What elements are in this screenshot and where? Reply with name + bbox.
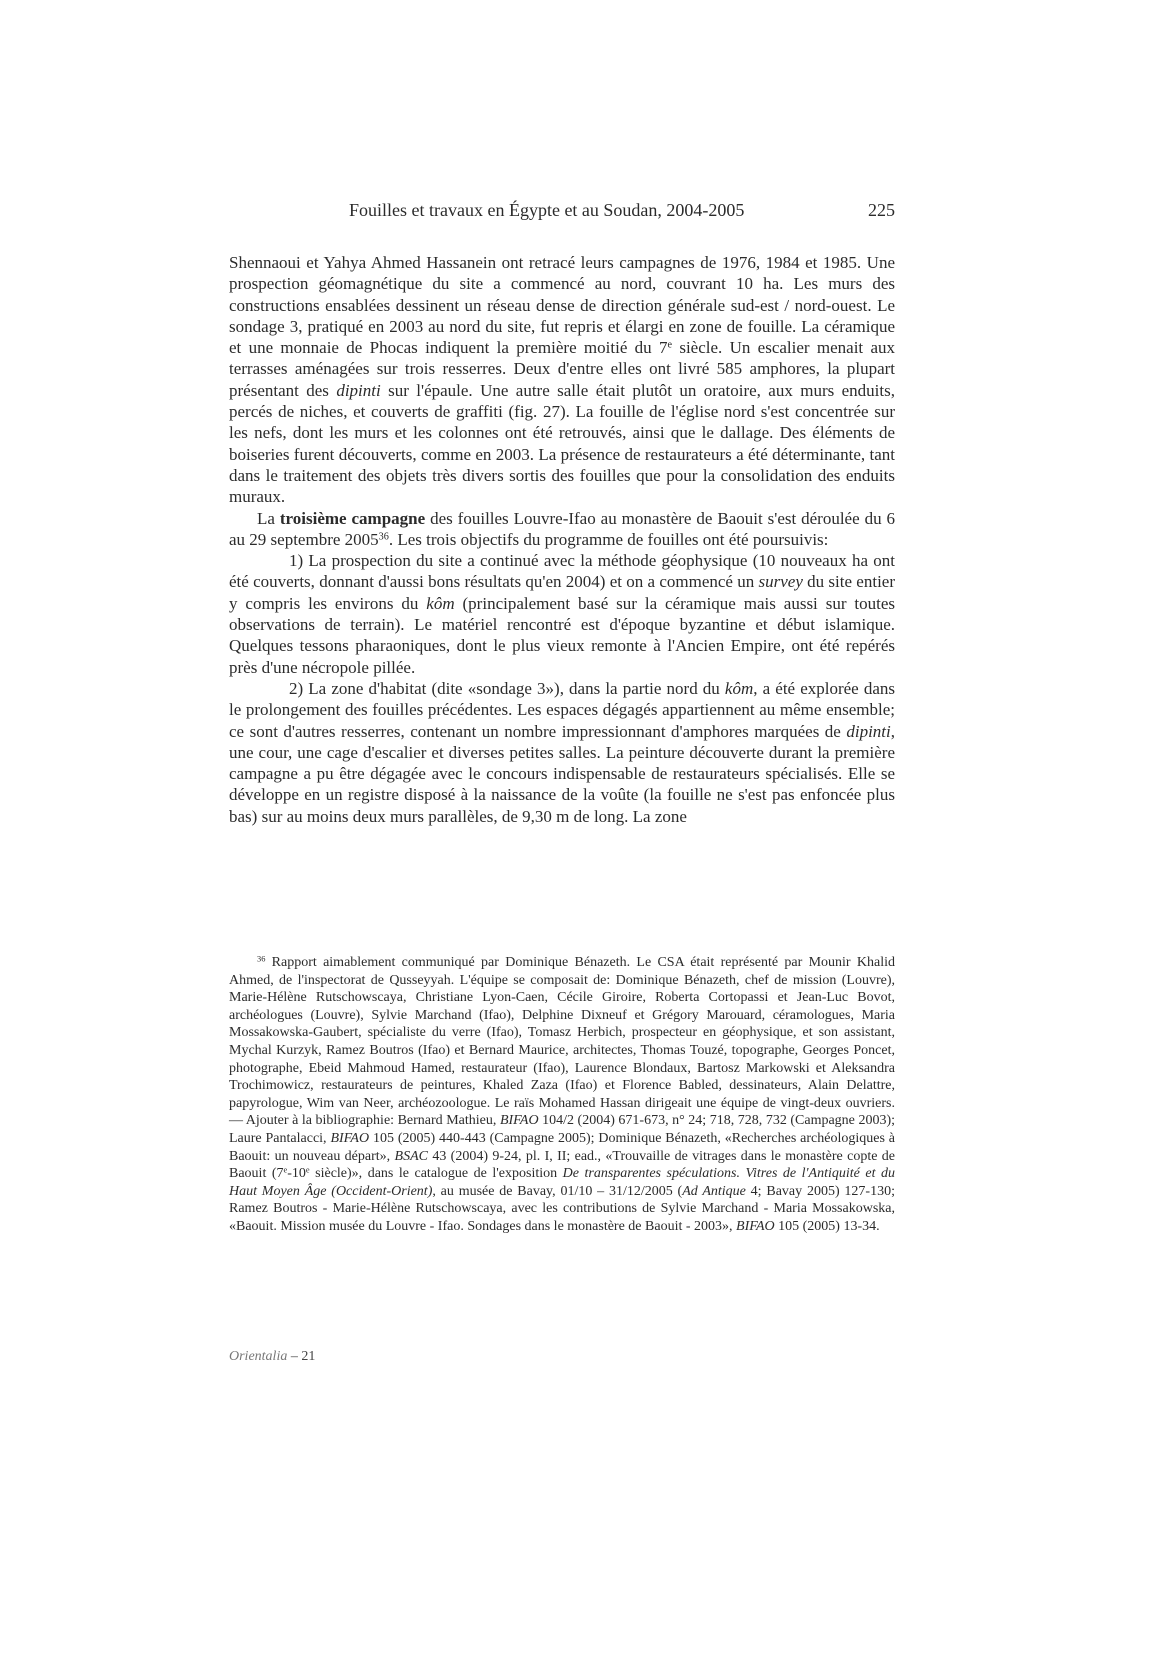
paragraph: La troisième campagne des fouilles Louvre-Ifao au monastère de Baouit s'est déroulée du 6 au 29 septembre 2005$^{36}$. Les trois objectifs du programme de fouilles ont été poursuivis:: [229, 508, 896, 549]
sheet-number: – 21: [287, 1349, 316, 1364]
bold-term: troisième campagne: [279, 508, 426, 528]
signature-mark: [229, 1349, 315, 1365]
main-text: [229, 252, 895, 827]
paragraph: Shennaoui et Yahya Ahmed Hassanein ont retracé leurs campagnes de 1976, 1984 et 1985. Une prospection géomagnétique du site a commencé au nord, couvrant 10 ha. Les murs des constructions ensablées dessinent un réseau dense de direction générale sud-est / nord-ouest. Le sondage 3, pratiqué en 2003 au nord du site, fut repris et élargi en zone de fouille. La céramique et une monnaie de Phocas indiquent la première moitié du 7e siècle. Un escalier menait aux terrasses aménagées sur trois resserres. Deux d'entre elles ont livré 585 amphores, la plupart présentant des dipinti sur l'épaule. Une autre salle était plutôt un oratoire, aux murs enduits, percés de niches, et couverts de graffiti (fig. 27). La fouille de l'église nord s'est concentrée sur les nefs, dont les murs et les colonnes ont été retrouvés, ainsi que le dallage. Des éléments de boiseries furent découverts, comme en 2003. La présence de restaurateurs a été déterminante, tant dans le traitement des objets très divers sortis des fouilles que pour la consolidation des enduits muraux.: [229, 253, 895, 507]
footnote-ref: 36: [378, 531, 389, 543]
footnote: $^{36}$ Rapport aimablement communiqué par Dominique Bénazeth. Le CSA était représenté par Mounir Khalid Ahmed, de l'inspectorat de Qusseyyah. L'équipe se composait de: Dominique Bénazeth, chef de mission (Louvre), Marie-Hélène Rutschowscaya, Christiane Lyon-Caen, Cécile Giroire, Roberta Cortopassi et Jean-Luc Bovot, archéologues (Louvre), Sylvie Marchand (Ifao), Delphine Dixneuf et Grégory Marouard, céramologues, Maria Mossakowska-Gaubert, spécialiste du verre (Ifao), Tomasz Herbich, prospecteur en géophysique, et son assistant, Mychal Kurzyk, Ramez Boutros (Ifao) et Bernard Maurice, architectes, Thomas Touzé, topographe, Georges Poncet, photographe, Ebeid Mahmoud Hamed, restaurateur (Ifao), Laurence Blondaux, Bartosz Markowski et Aleksandra Trochimowicz, restaurateurs de peintures, Khaled Zaza (Ifao) et Florence Babled, dessinateurs, Alain Delattre, papyrologue, Wim van Neer, archéozoologue. Le raïs Mohamed Hassan dirigeait une équipe de vingt-deux ouvriers. — Ajouter à la bibliographie: Bernard Mathieu, BIFAO 104/2 (2004) 671-673, n° 24; 718, 728, 732 (Campagne 2003); Laure Pantalacci, BIFAO 105 (2005) 440-443 (Campagne 2005); Dominique Bénazeth, «Recherches archéologiques à Baouit: un nouveau départ», BSAC 43 (2004) 9-24, pl. I, II; ead., «Trouvaille de vitrages dans le monastère copte de Baouit (7e-10e siècle)», dans le catalogue de l'exposition De transparentes spéculations. Vitres de l'Antiquité et du Haut Moyen Âge (Occident-Orient), au musée de Bavay, 01/10 – 31/12/2005 (Ad Antique 4; Bavay 2005) 127-130; Ramez Boutros - Marie-Hélène Rutschowscaya, avec les contributions de Sylvie Marchand - Maria Mossakowska, «Baouit. Mission musée du Louvre - Ifao. Sondages dans le monastère de Baouit - 2003», BIFAO 105 (2005) 13-34.: [229, 954, 895, 1234]
running-title: Fouilles et travaux en Égypte et au Soudan, 2004-2005: [349, 200, 745, 220]
paragraph: 1) La prospection du site a continué avec la méthode géophysique (10 nouveaux ha ont été couverts, donnant d'aussi bons résultats qu'en 2004) et on a commencé un survey du site entier y compris les environs du kôm (principalement basé sur la céramique mais aussi sur toutes observations de terrain). Le matériel rencontré est d'époque byzantine et début islamique. Quelques tessons pharaoniques, dont le plus vieux remonte à l'Ancien Empire, ont été repérés près d'une nécropole pillée.: [229, 551, 895, 677]
footnote-marker: 36: [257, 954, 266, 964]
journal-name: Orientalia: [229, 1349, 288, 1364]
page-number: 225: [868, 200, 895, 220]
paragraph: 2) La zone d'habitat (dite «sondage 3»), dans la partie nord du kôm, a été explorée dans le prolongement des fouilles précédentes. Les espaces dégagés appartiennent au même ensemble; ce sont d'autres resserres, contenant un nombre impressionnant d'amphores marquées de dipinti, une cour, une cage d'escalier et diverses petites salles. La peinture découverte durant la première campagne a pu être dégagée avec le concours indispensable de restaurateurs spécialisés. Elle se développe en un registre disposé à la naissance de la voûte (la fouille ne s'est pas enfoncée plus bas) sur au moins deux murs parallèles, de 9,30 m de long. La zone: [229, 678, 895, 826]
